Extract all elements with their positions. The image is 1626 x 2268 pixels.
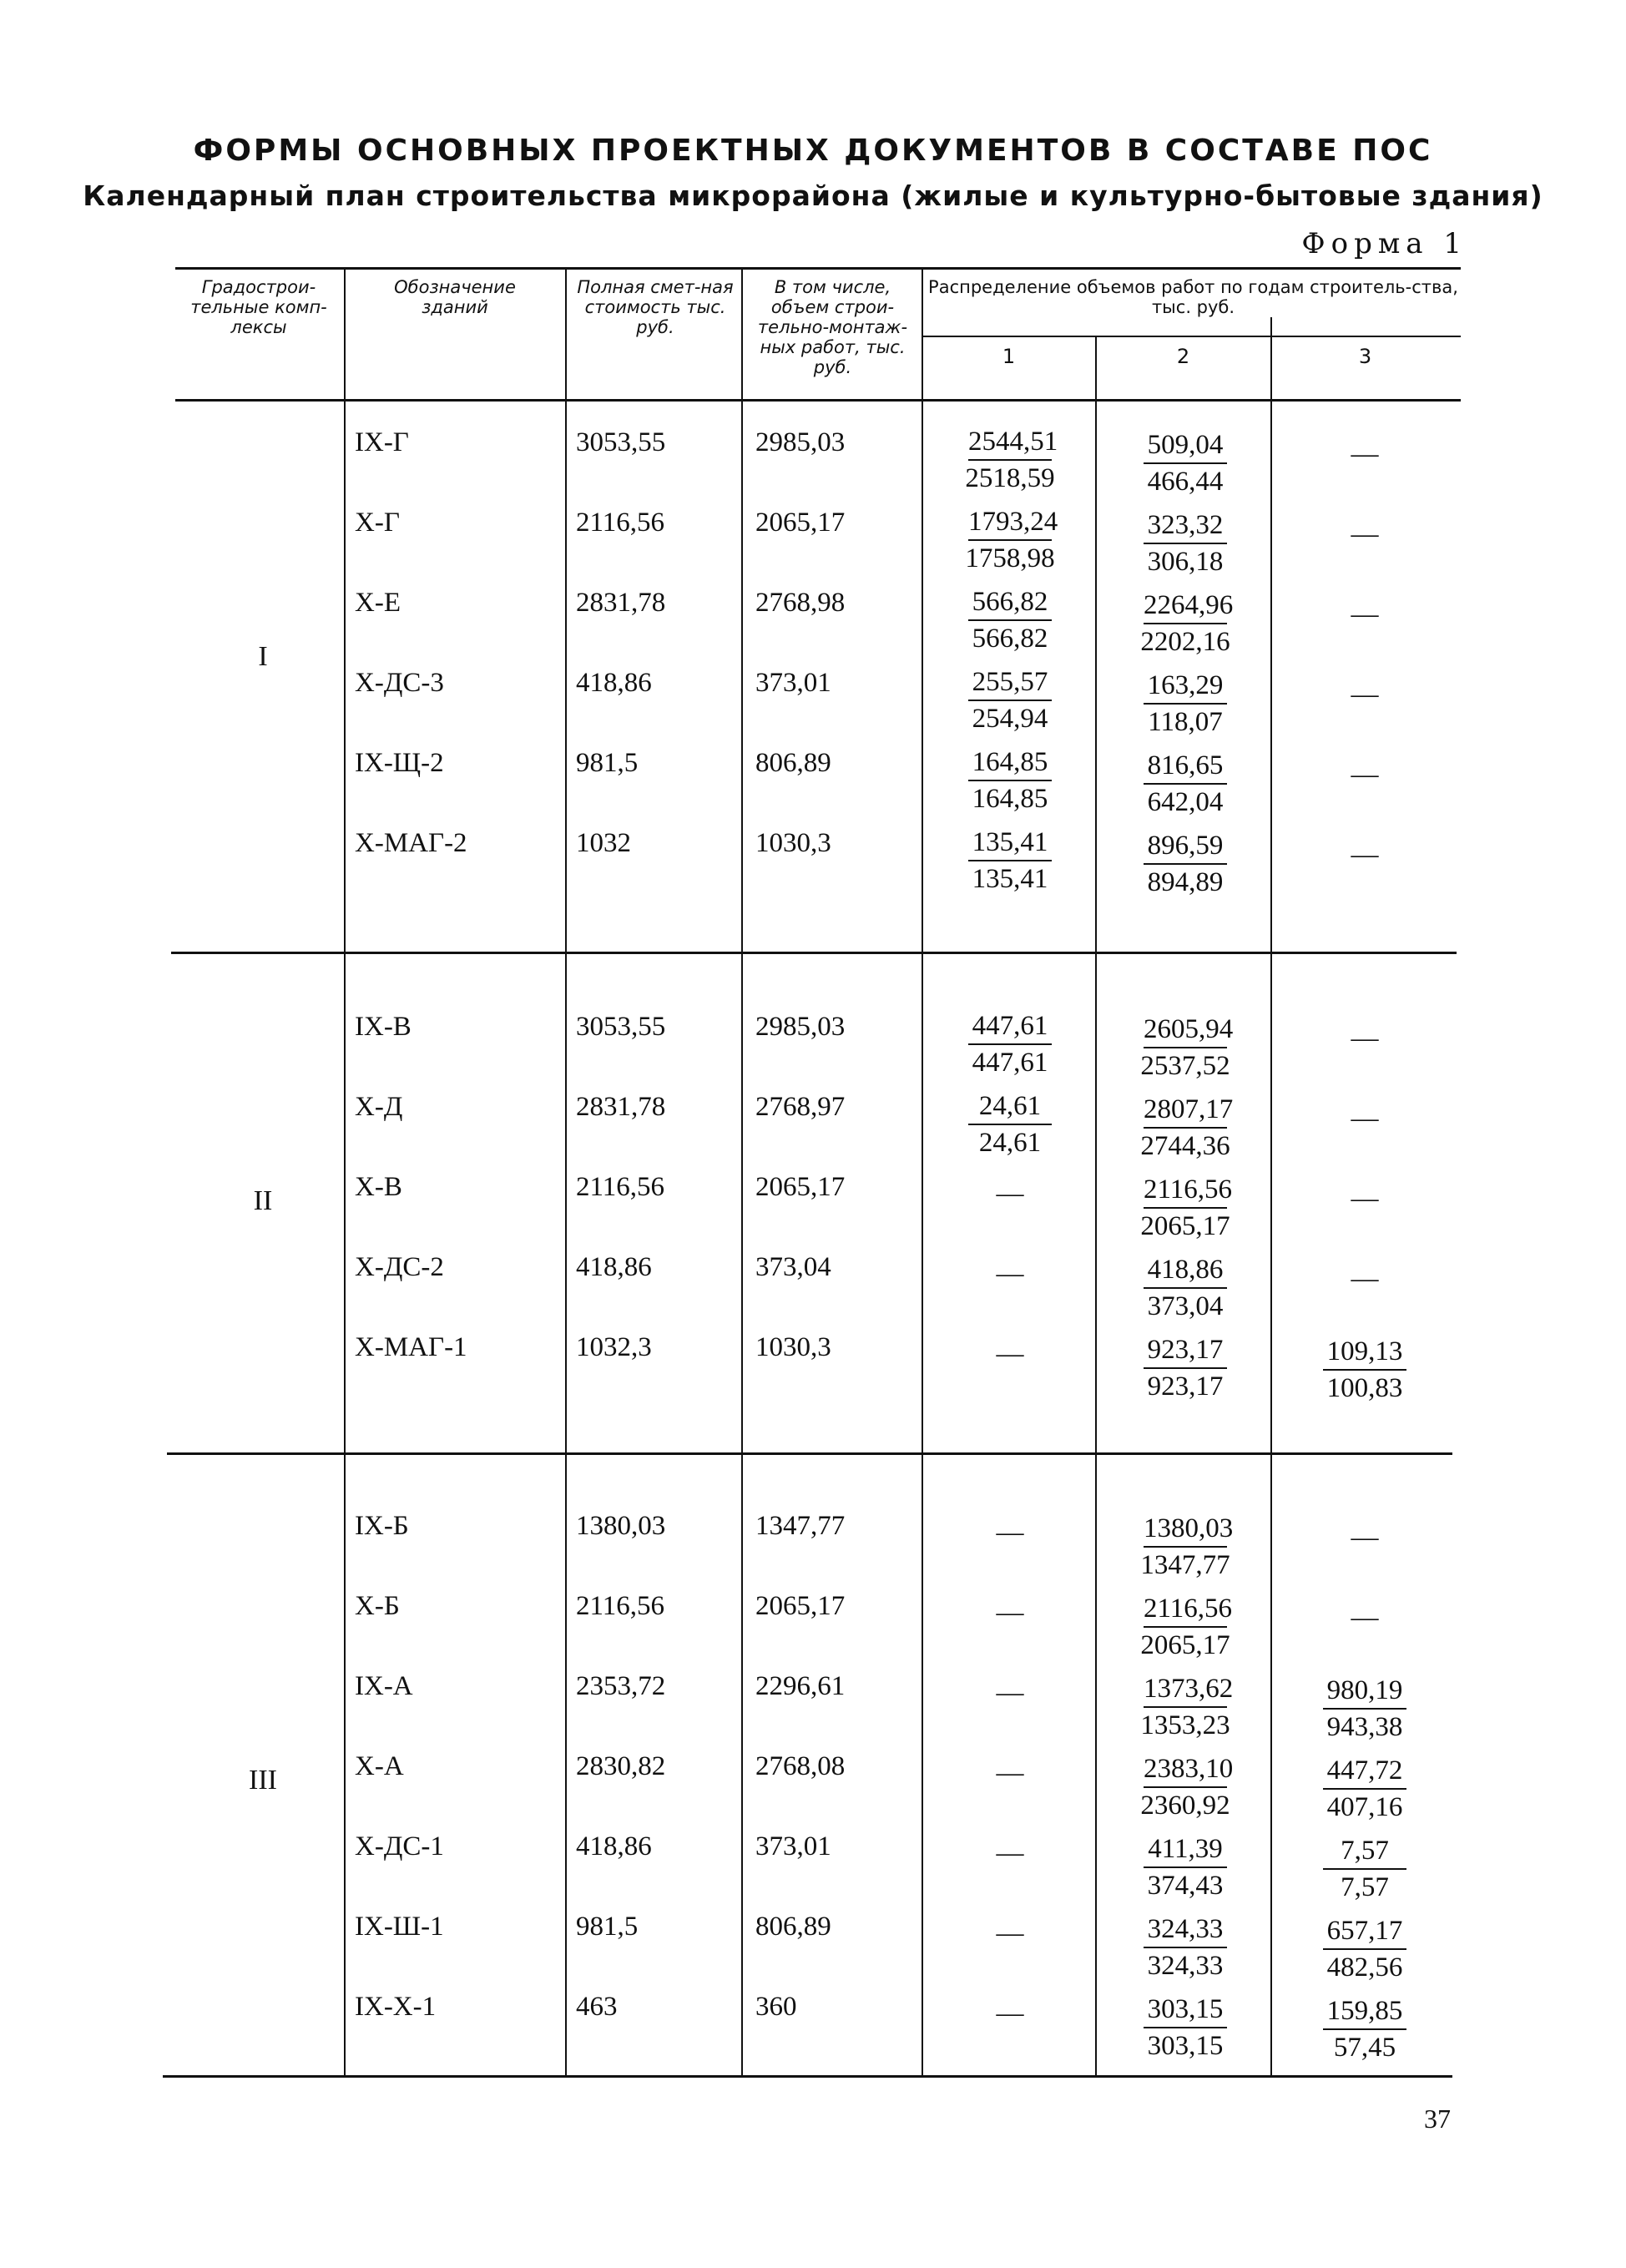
year2-value-numerator: 2116,56 (1144, 1174, 1227, 1209)
year1-value (952, 586, 1068, 654)
year1-value-numerator: 2544,51 (968, 426, 1052, 461)
year1-value (952, 666, 1068, 735)
smr-cost: 1347,77 (755, 1511, 846, 1541)
year2-value (1127, 1673, 1244, 1741)
year2-value (1127, 1094, 1244, 1162)
year3-value-numerator: 657,17 (1323, 1915, 1406, 1950)
building-code: X-МАГ-1 (355, 1332, 467, 1362)
year2-value-numerator: 2807,17 (1144, 1094, 1227, 1129)
header-distribution: Распределение объемов работ по годам строитель-ства, тыс. руб. (928, 277, 1458, 317)
year3-value-dash: — (1351, 1104, 1379, 1134)
smr-cost: 2065,17 (755, 1172, 846, 1202)
smr-cost: 2296,61 (755, 1671, 846, 1701)
full-cost: 2831,78 (576, 1092, 666, 1122)
year3-value-dash: — (1351, 1264, 1379, 1294)
year1-value-dash: — (996, 1998, 1024, 2028)
year3-value (1306, 1674, 1423, 1743)
year3-value (1306, 1995, 1423, 2063)
smr-cost: 2065,17 (755, 508, 846, 538)
year3-value-dash: — (1351, 439, 1379, 469)
full-cost: 1032,3 (576, 1332, 652, 1362)
year1-value-denominator: 2518,59 (965, 463, 1055, 493)
full-cost: 981,5 (576, 748, 639, 778)
year2-value-denominator: 306,18 (1147, 547, 1224, 577)
year2-value-denominator: 324,33 (1147, 1951, 1224, 1981)
year2-value-numerator: 509,04 (1144, 429, 1227, 464)
complex-label: I (258, 641, 268, 672)
header-year-1: 1 (1002, 345, 1016, 368)
year1-value-dash: — (996, 1179, 1024, 1209)
full-cost: 2116,56 (576, 508, 665, 538)
year2-value-numerator: 923,17 (1144, 1334, 1227, 1369)
building-code: X-ДС-1 (355, 1831, 444, 1861)
header-bottom-rule (175, 399, 1461, 402)
year3-value-numerator: 7,57 (1323, 1835, 1406, 1870)
smr-cost: 806,89 (755, 748, 831, 778)
year1-value-denominator: 447,61 (972, 1048, 1048, 1078)
year2-value-denominator: 303,15 (1147, 2031, 1224, 2061)
year2-value-denominator: 2065,17 (1140, 1630, 1230, 1660)
year3-value-dash: — (1351, 1184, 1379, 1214)
year1-value-denominator: 164,85 (972, 784, 1048, 814)
year3-value-dash: — (1351, 840, 1379, 870)
header-year-2: 2 (1176, 345, 1190, 368)
year2-value-denominator: 2065,17 (1140, 1211, 1230, 1241)
full-cost: 2353,72 (576, 1671, 666, 1701)
year2-value (1127, 1334, 1244, 1402)
year1-value-numerator: 255,57 (968, 666, 1052, 701)
year2-value-denominator: 374,43 (1147, 1871, 1224, 1901)
year1-value-numerator: 566,82 (968, 586, 1052, 621)
header-complex: Градострои-тельные комп-лексы (190, 277, 327, 337)
year1-value-dash: — (996, 1598, 1024, 1628)
year1-value-denominator: 135,41 (972, 864, 1048, 894)
year3-value-numerator: 109,13 (1323, 1336, 1406, 1371)
year1-value (952, 746, 1068, 815)
year2-value-denominator: 642,04 (1147, 787, 1224, 817)
year2-value-numerator: 2605,94 (1144, 1013, 1227, 1048)
year1-value-denominator: 24,61 (978, 1128, 1042, 1158)
year3-value-dash: — (1351, 519, 1379, 549)
smr-cost: 806,89 (755, 1912, 831, 1942)
year3-value-dash: — (1351, 599, 1379, 629)
year2-value-denominator: 2360,92 (1140, 1791, 1230, 1821)
smr-cost: 2768,98 (755, 588, 846, 618)
year2-value-denominator: 2537,52 (1140, 1051, 1230, 1081)
complex-label: III (249, 1765, 277, 1796)
year2-value-numerator: 1380,03 (1144, 1513, 1227, 1548)
table-top-rule (175, 267, 1461, 270)
year2-value-numerator: 418,86 (1144, 1254, 1227, 1289)
year3-value-dash: — (1351, 1523, 1379, 1553)
year2-value-denominator: 373,04 (1147, 1291, 1224, 1321)
table-bottom-rule (163, 2075, 1452, 2078)
year1-value-numerator: 1793,24 (968, 506, 1052, 541)
year3-value-denominator: 482,56 (1326, 1952, 1403, 1983)
year1-value-numerator: 135,41 (968, 826, 1052, 861)
col-rule-1 (344, 267, 346, 2077)
col-rule-6 (1270, 317, 1272, 2077)
smr-cost: 2985,03 (755, 427, 846, 457)
year3-value-numerator: 159,85 (1323, 1995, 1406, 2030)
building-code: IX-X-1 (355, 1992, 437, 2022)
building-code: IX-Г (355, 427, 409, 457)
year2-value (1127, 1753, 1244, 1821)
full-cost: 418,86 (576, 1252, 652, 1282)
year1-value-numerator: 24,61 (968, 1090, 1052, 1125)
year3-value-denominator: 100,83 (1326, 1373, 1403, 1403)
year3-value (1306, 1336, 1423, 1404)
building-code: X-А (355, 1751, 404, 1781)
smr-cost: 2065,17 (755, 1591, 846, 1621)
year2-value-numerator: 2264,96 (1144, 589, 1227, 624)
full-cost: 2116,56 (576, 1172, 665, 1202)
building-code: X-Е (355, 588, 401, 618)
year2-value-numerator: 2383,10 (1144, 1753, 1227, 1788)
year2-value-numerator: 163,29 (1144, 669, 1227, 705)
year1-value-numerator: 164,85 (968, 746, 1052, 781)
building-code: IX-В (355, 1012, 412, 1042)
col-rule-3 (741, 267, 743, 2077)
year3-value-denominator: 57,45 (1333, 2033, 1396, 2063)
year3-value (1306, 1835, 1423, 1903)
col-rule-4 (922, 267, 923, 2077)
smr-cost: 373,01 (755, 668, 831, 698)
group-separator-2 (167, 1452, 1452, 1455)
full-cost: 463 (576, 1992, 618, 2022)
form-label: Форма 1 (1301, 227, 1467, 260)
smr-cost: 373,01 (755, 1831, 831, 1861)
year1-value (952, 506, 1068, 574)
year3-value-numerator: 980,19 (1323, 1674, 1406, 1710)
full-cost: 2830,82 (576, 1751, 666, 1781)
building-code: X-Д (355, 1092, 403, 1122)
year3-value (1306, 1915, 1423, 1983)
year1-value-dash: — (996, 1838, 1024, 1868)
building-code: IX-Б (355, 1511, 409, 1541)
header-building: Обозначение зданий (394, 277, 516, 317)
year2-value (1127, 509, 1244, 578)
year2-value-denominator: 923,17 (1147, 1371, 1224, 1402)
header-year-3: 3 (1358, 345, 1372, 368)
full-cost: 3053,55 (576, 427, 666, 457)
year1-value-dash: — (996, 1758, 1024, 1788)
group-separator-1 (171, 952, 1457, 954)
year3-value (1306, 1755, 1423, 1823)
year2-value-denominator: 1353,23 (1140, 1710, 1230, 1740)
full-cost: 1032 (576, 828, 631, 858)
year2-value (1127, 669, 1244, 738)
col-rule-2 (565, 267, 567, 2077)
building-code: X-ДС-2 (355, 1252, 444, 1282)
year2-value-numerator: 896,59 (1144, 830, 1227, 865)
year2-value-numerator: 816,65 (1144, 750, 1227, 785)
full-cost: 3053,55 (576, 1012, 666, 1042)
page-subtitle: Календарный план строительства микрорайона (жилые и культурно-бытовые здания) (83, 179, 1543, 212)
building-code: IX-Ш-1 (355, 1912, 444, 1942)
year1-value-dash: — (996, 1518, 1024, 1548)
year3-value-dash: — (1351, 1023, 1379, 1053)
smr-cost: 1030,3 (755, 1332, 831, 1362)
year2-value-numerator: 323,32 (1144, 509, 1227, 544)
year2-value (1127, 1993, 1244, 2062)
year1-value (952, 826, 1068, 895)
year2-value (1127, 1593, 1244, 1661)
year2-value-denominator: 466,44 (1147, 467, 1224, 497)
year2-value (1127, 1513, 1244, 1581)
year2-value (1127, 1833, 1244, 1902)
header-full-cost: Полная смет-ная стоимость тыс. руб. (577, 277, 734, 337)
building-code: X-Б (355, 1591, 400, 1621)
header-smr: В том числе, объем строи-тельно-монтаж-ных работ, тыс. руб. (757, 277, 908, 377)
year2-value-denominator: 1347,77 (1140, 1550, 1230, 1580)
smr-cost: 2768,97 (755, 1092, 846, 1122)
year3-value-numerator: 447,72 (1323, 1755, 1406, 1790)
year2-value (1127, 750, 1244, 818)
building-code: IX-Щ-2 (355, 748, 444, 778)
year2-value (1127, 429, 1244, 498)
full-cost: 418,86 (576, 1831, 652, 1861)
year1-value-denominator: 1758,98 (965, 543, 1055, 573)
year1-value-dash: — (996, 1678, 1024, 1708)
year2-value-denominator: 2744,36 (1140, 1131, 1230, 1161)
year1-value-dash: — (996, 1259, 1024, 1289)
building-code: X-В (355, 1172, 402, 1202)
year3-value-denominator: 407,16 (1326, 1792, 1403, 1822)
year2-value-numerator: 411,39 (1144, 1833, 1227, 1868)
full-cost: 1380,03 (576, 1511, 666, 1541)
year3-value-dash: — (1351, 679, 1379, 710)
smr-cost: 360 (755, 1992, 797, 2022)
col-rule-5 (1095, 336, 1097, 2077)
full-cost: 981,5 (576, 1912, 639, 1942)
year2-value (1127, 830, 1244, 898)
building-code: X-МАГ-2 (355, 828, 467, 858)
year2-value-denominator: 2202,16 (1140, 627, 1230, 657)
full-cost: 418,86 (576, 668, 652, 698)
smr-cost: 373,04 (755, 1252, 831, 1282)
year1-value-dash: — (996, 1918, 1024, 1948)
year1-value (952, 1090, 1068, 1159)
year2-value (1127, 1913, 1244, 1982)
year3-value-denominator: 943,38 (1326, 1712, 1403, 1742)
year1-value-denominator: 254,94 (972, 704, 1048, 734)
year1-value (952, 426, 1068, 494)
years-subheader-rule (922, 336, 1461, 337)
page-title: ФОРМЫ ОСНОВНЫХ ПРОЕКТНЫХ ДОКУМЕНТОВ В СОСТАВЕ ПОС (193, 134, 1433, 168)
year1-value (952, 1010, 1068, 1078)
year2-value (1127, 1013, 1244, 1082)
smr-cost: 2985,03 (755, 1012, 846, 1042)
year2-value-denominator: 894,89 (1147, 867, 1224, 897)
year3-value-dash: — (1351, 1603, 1379, 1633)
year2-value (1127, 589, 1244, 658)
year3-value-denominator: 7,57 (1341, 1872, 1389, 1902)
page-number: 37 (1424, 2104, 1451, 2134)
smr-cost: 1030,3 (755, 828, 831, 858)
year2-value-numerator: 324,33 (1144, 1913, 1227, 1948)
year3-value-dash: — (1351, 760, 1379, 790)
year1-value-denominator: 566,82 (972, 624, 1048, 654)
building-code: IX-А (355, 1671, 413, 1701)
building-code: X-ДС-3 (355, 668, 444, 698)
year1-value-numerator: 447,61 (968, 1010, 1052, 1045)
smr-cost: 2768,08 (755, 1751, 846, 1781)
full-cost: 2116,56 (576, 1591, 665, 1621)
year2-value-denominator: 118,07 (1148, 707, 1223, 737)
complex-label: II (253, 1185, 273, 1216)
year2-value-numerator: 1373,62 (1144, 1673, 1227, 1708)
building-code: X-Г (355, 508, 400, 538)
full-cost: 2831,78 (576, 588, 666, 618)
year2-value (1127, 1254, 1244, 1322)
year2-value (1127, 1174, 1244, 1242)
year2-value-numerator: 2116,56 (1144, 1593, 1227, 1628)
year1-value-dash: — (996, 1339, 1024, 1369)
year2-value-numerator: 303,15 (1144, 1993, 1227, 2028)
